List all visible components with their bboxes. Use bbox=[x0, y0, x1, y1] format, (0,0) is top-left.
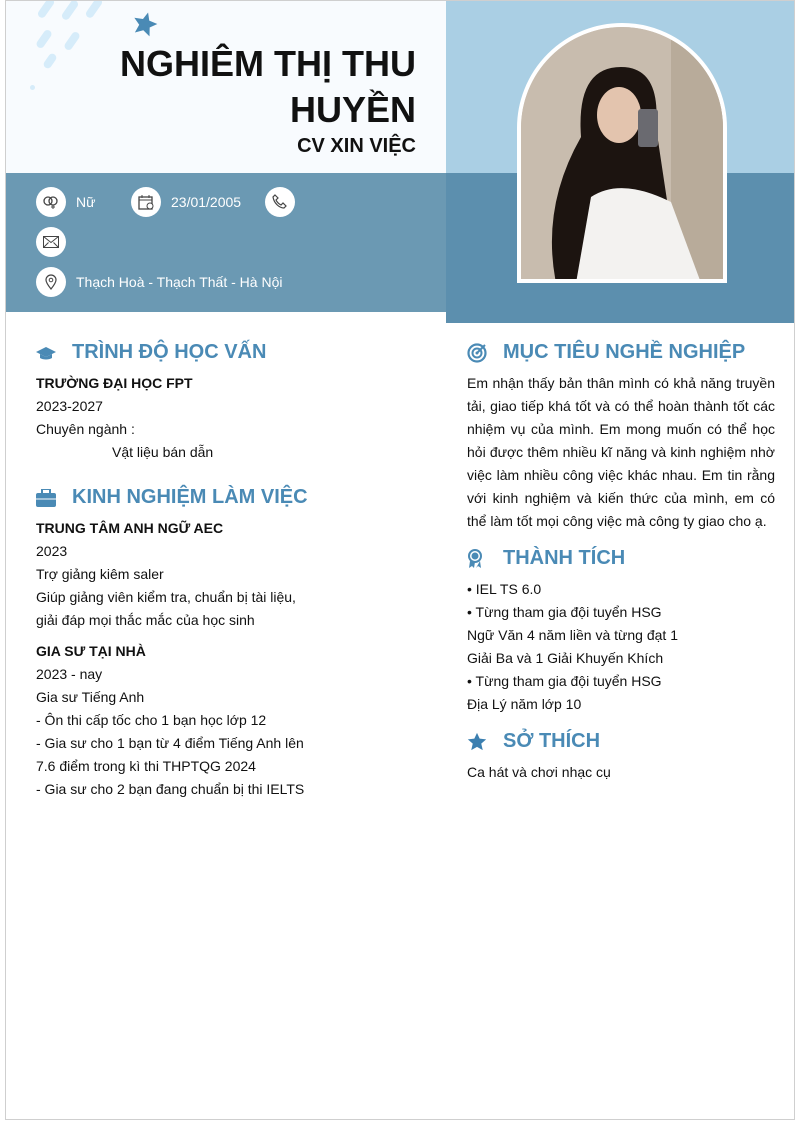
job-line: - Gia sư cho 2 bạn đang chuẩn bị thi IELTS bbox=[36, 781, 305, 797]
email-info bbox=[36, 227, 76, 257]
phone-info bbox=[265, 187, 305, 217]
education-years: 2023-2027 bbox=[36, 398, 103, 414]
award-ribbon-icon bbox=[467, 549, 483, 569]
achievement-line: Ngữ Văn 4 năm liền và từng đạt 1 bbox=[467, 627, 678, 643]
objective-title: MỤC TIÊU NGHỀ NGHIỆP bbox=[503, 341, 746, 363]
hobbies-heading bbox=[467, 730, 775, 753]
objective-heading bbox=[467, 341, 775, 364]
phone-icon bbox=[265, 187, 295, 217]
job-line: Giúp giảng viên kiểm tra, chuẩn bị tài liệu, bbox=[36, 589, 296, 605]
achievement-line: • Từng tham gia đội tuyển HSG bbox=[467, 673, 662, 689]
job-line: - Ôn thi cấp tốc cho 1 bạn học lớp 12 bbox=[36, 712, 267, 728]
candidate-name: NGHIÊM THỊ THU HUYỀN bbox=[120, 43, 416, 130]
gender-value: Nữ bbox=[76, 194, 96, 210]
achievement-line: • IEL TS 6.0 bbox=[467, 581, 542, 597]
education-heading bbox=[36, 341, 436, 364]
achievement-line: Giải Ba và 1 Giải Khuyến Khích bbox=[467, 650, 664, 666]
left-column bbox=[36, 341, 436, 801]
achievement-line: • Từng tham gia đội tuyển HSG bbox=[467, 604, 662, 620]
star-icon bbox=[467, 732, 487, 752]
address-info bbox=[36, 267, 282, 297]
experience-heading bbox=[36, 486, 436, 509]
profile-photo bbox=[517, 23, 727, 283]
gender-info bbox=[36, 187, 95, 217]
job-line: Gia sư Tiếng Anh bbox=[36, 689, 145, 705]
address-value: Thạch Hoà - Thạch Thất - Hà Nội bbox=[76, 274, 283, 290]
gender-icon bbox=[36, 187, 66, 217]
cv-subtitle: CV XIN VIỆC bbox=[297, 135, 416, 157]
birthdate-info bbox=[131, 187, 241, 217]
hobbies-text: Ca hát và chơi nhạc cụ bbox=[467, 764, 611, 780]
location-pin-icon bbox=[36, 267, 66, 297]
job-line: 7.6 điểm trong kì thi THPTQG 2024 bbox=[36, 758, 256, 774]
major-label: Chuyên ngành : bbox=[36, 421, 135, 437]
job-line: Trợ giảng kiêm saler bbox=[36, 566, 164, 582]
job-line: giải đáp mọi thắc mắc của học sinh bbox=[36, 612, 255, 628]
briefcase-icon bbox=[36, 489, 56, 507]
calendar-icon bbox=[131, 187, 161, 217]
achievement-line: Địa Lý năm lớp 10 bbox=[467, 696, 582, 712]
job-entry bbox=[36, 517, 436, 632]
target-icon bbox=[467, 343, 487, 363]
achievements-title: THÀNH TÍCH bbox=[503, 547, 626, 569]
email-icon bbox=[36, 227, 66, 257]
star-decor-icon bbox=[132, 11, 158, 37]
decor-dot bbox=[30, 85, 35, 90]
hobbies-title: SỞ THÍCH bbox=[503, 730, 601, 752]
job-org: GIA SƯ TẠI NHÀ bbox=[36, 643, 146, 659]
school-name: TRƯỜNG ĐẠI HỌC FPT bbox=[36, 375, 193, 391]
job-line: - Gia sư cho 1 bạn từ 4 điểm Tiếng Anh lên bbox=[36, 735, 304, 751]
job-time: 2023 - nay bbox=[36, 666, 103, 682]
experience-title: KINH NGHIỆM LÀM VIỆC bbox=[72, 486, 308, 508]
job-time: 2023 bbox=[36, 543, 68, 559]
graduation-cap-icon bbox=[36, 345, 56, 361]
birthdate-value: 23/01/2005 bbox=[171, 194, 242, 210]
major-value: Vật liệu bán dẫn bbox=[112, 444, 214, 460]
education-title: TRÌNH ĐỘ HỌC VẤN bbox=[72, 341, 267, 363]
achievements-heading bbox=[467, 547, 775, 570]
cv-page bbox=[5, 0, 795, 1120]
job-org: TRUNG TÂM ANH NGỮ AEC bbox=[36, 520, 224, 536]
right-column bbox=[467, 341, 775, 784]
job-entry bbox=[36, 640, 436, 801]
objective-text: Em nhận thấy bản thân mình có khả năng truyền tải, giao tiếp khá tốt và có thể hoàn thành tốt các nhiệm vụ của mình. Em mong muốn có thể học hỏi được thêm nhiều kĩ năng và kinh nghiệm nhờ việc làm nhiều công việc khác nhau. Em tin rằng với kinh nghiệm và kiến thức của mình, em có thể làm tốt mọi công việc mà công ty giao cho ạ. bbox=[467, 375, 775, 529]
